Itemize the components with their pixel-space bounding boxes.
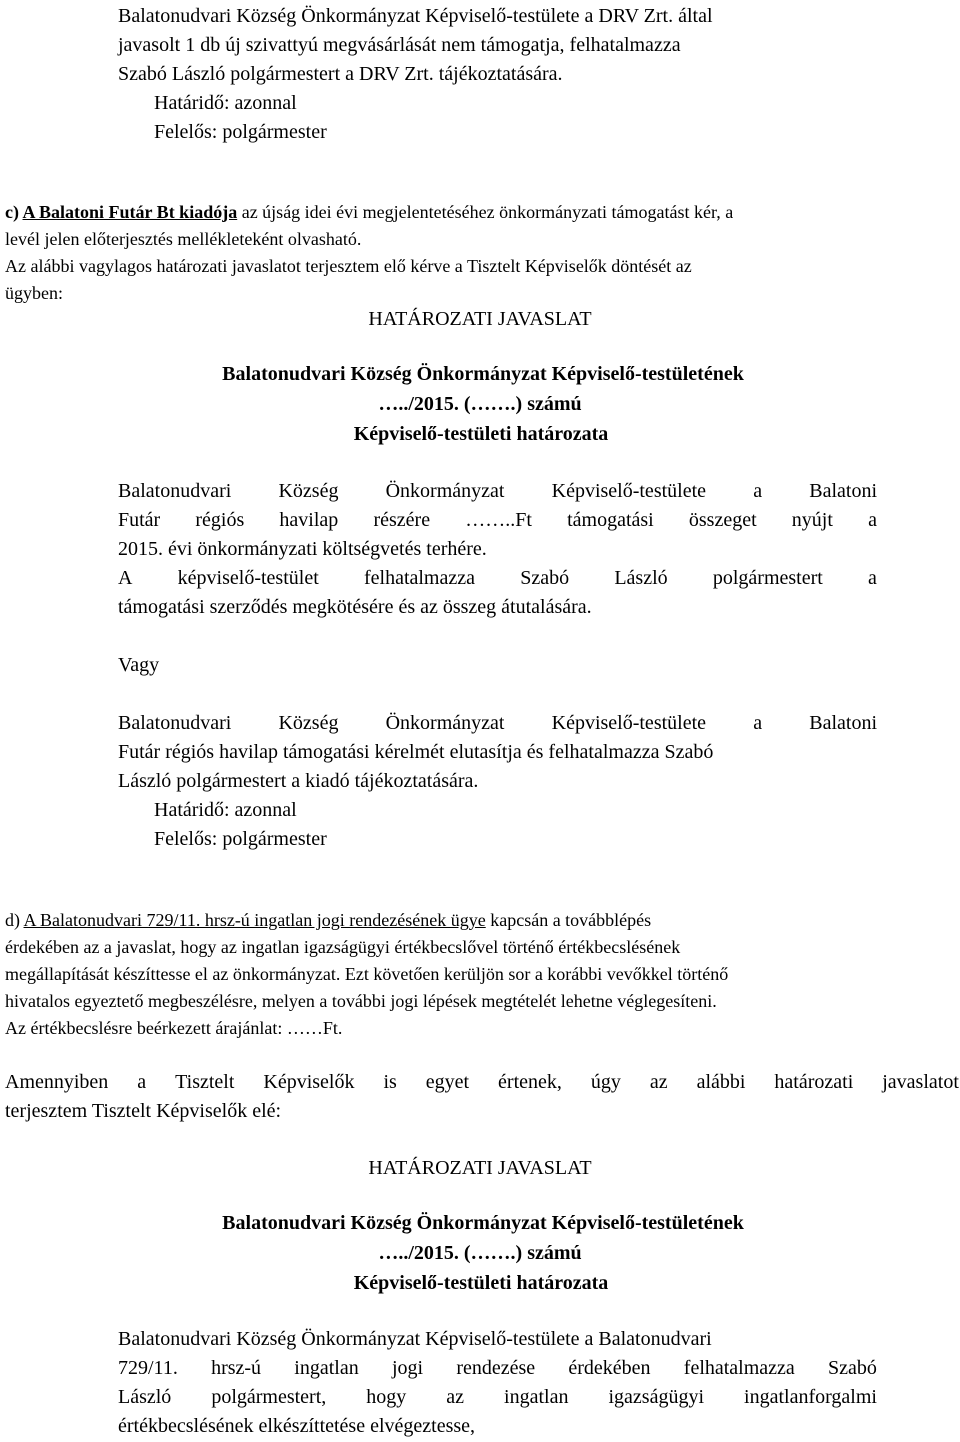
resolution-title: Balatonudvari Község Önkormányzat Képviselő-testületének	[222, 363, 744, 385]
word: a	[137, 1071, 147, 1093]
word: ingatlanforgalmi	[744, 1386, 877, 1408]
paragraph-line: Az alábbi vagylagos határozati javaslatot terjesztem elő kérve a Tisztelt Képviselők döntését az	[5, 256, 692, 276]
word: nyújt	[791, 509, 833, 531]
paragraph-line: László polgármestert a kiadó tájékoztatására.	[118, 770, 479, 792]
word: László	[614, 567, 668, 589]
word: felhatalmazza	[363, 567, 475, 589]
paragraph-line: megállapítását készíttesse el az önkormányzat. Ezt követően kerüljön sor a korábbi vevőkkel történő	[5, 964, 729, 984]
word: Balatoni	[809, 712, 877, 734]
deadline-line: Határidő: azonnal	[154, 92, 297, 114]
paragraph-line: Balatonudvari Község Önkormányzat Képviselő-testülete a DRV Zrt. által	[118, 5, 713, 27]
paragraph-line: támogatási szerződés megkötésére és az összeg átutalására.	[118, 596, 592, 618]
paragraph-line: értékbecslésének elkészíttetése elvégeztesse,	[118, 1415, 476, 1437]
word: hogy	[366, 1386, 407, 1408]
word: Község	[278, 712, 339, 734]
word: László	[118, 1386, 172, 1408]
section-d-title: A Balatonudvari 729/11. hrsz-ú ingatlan jogi rendezésének ügye	[23, 910, 486, 930]
paragraph-line: Az értékbecslésre beérkezett árajánlat: ……Ft.	[5, 1018, 343, 1038]
word: igazságügyi	[608, 1386, 705, 1408]
resolution-type: Képviselő-testületi határozata	[353, 1272, 609, 1294]
deadline-line: Határidő: azonnal	[154, 799, 297, 821]
section-d-heading-line	[5, 911, 651, 929]
justified-line	[118, 510, 877, 530]
word: Önkormányzat	[385, 712, 505, 734]
paragraph-line: Szabó László polgármestert a DRV Zrt. tájékoztatására.	[118, 63, 563, 85]
word: érdekében	[568, 1357, 651, 1379]
word: a	[868, 509, 877, 531]
word: Község	[278, 480, 339, 502]
justified-line	[118, 713, 877, 733]
word: polgármestert,	[211, 1386, 327, 1408]
word: ingatlan	[294, 1357, 359, 1379]
word: Balatonudvari	[118, 480, 232, 502]
resolution-title: Balatonudvari Község Önkormányzat Képviselő-testületének	[222, 1212, 744, 1234]
word: havilap	[279, 509, 339, 531]
word: Futár	[118, 509, 161, 531]
word: a	[868, 567, 877, 589]
justified-line	[118, 481, 877, 501]
word: összeget	[688, 509, 757, 531]
word: értenek,	[498, 1071, 562, 1093]
paragraph-line: érdekében az a javaslat, hogy az ingatlan igazságügyi értékbecslővel történő értékbecslésének	[5, 937, 681, 957]
section-d-text: kapcsán a továbblépés	[485, 910, 652, 930]
word: régiós	[195, 509, 245, 531]
word: Tisztelt	[175, 1071, 235, 1093]
word: ……..Ft	[465, 509, 532, 531]
responsible-line: Felelős: polgármester	[154, 121, 327, 143]
word: határozati	[774, 1071, 854, 1093]
word: ingatlan	[504, 1386, 569, 1408]
word: Képviselő-testülete	[551, 712, 707, 734]
word: hrsz-ú	[211, 1357, 262, 1379]
word: támogatási	[567, 509, 654, 531]
justified-line	[5, 1072, 959, 1092]
word: Önkormányzat	[385, 480, 505, 502]
word: a	[753, 712, 763, 734]
word: polgármestert	[712, 567, 823, 589]
word: Szabó	[520, 567, 570, 589]
word: Balatoni	[809, 480, 877, 502]
proposal-heading: HATÁROZATI JAVASLAT	[368, 308, 592, 330]
word: részére	[373, 509, 431, 531]
resolution-type: Képviselő-testületi határozata	[353, 423, 609, 445]
word: jogi	[391, 1357, 424, 1379]
section-c-text: az újság idei évi megjelentetéséhez önkormányzati támogatást kér, a	[237, 202, 734, 222]
section-d-prefix: d)	[5, 910, 24, 930]
resolution-number: …../2015. (…….) számú	[378, 1242, 582, 1264]
word: Szabó	[828, 1357, 877, 1379]
word: is	[383, 1071, 397, 1093]
justified-line	[118, 1387, 877, 1407]
paragraph-line: Futár régiós havilap támogatási kérelmét elutasítja és felhatalmazza Szabó	[118, 741, 714, 763]
section-c-title: A Balatoni Futár Bt kiadója	[22, 202, 238, 222]
paragraph-line: hivatalos egyeztető megbeszélésre, melyen a további jogi lépések megtételét lehetne véglegesíteni.	[5, 991, 717, 1011]
or-label: Vagy	[118, 654, 160, 676]
word: egyet	[425, 1071, 470, 1093]
responsible-line: Felelős: polgármester	[154, 828, 327, 850]
word: az	[446, 1386, 465, 1408]
section-c-prefix: c)	[5, 202, 23, 222]
paragraph-line: terjesztem Tisztelt Képviselők elé:	[5, 1100, 282, 1122]
word: úgy	[590, 1071, 621, 1093]
word: Amennyiben	[5, 1071, 109, 1093]
justified-line	[118, 568, 877, 588]
paragraph-line: Balatonudvari Község Önkormányzat Képviselő-testülete a Balatonudvari	[118, 1328, 712, 1350]
word: felhatalmazza	[683, 1357, 795, 1379]
proposal-heading: HATÁROZATI JAVASLAT	[368, 1157, 592, 1179]
paragraph-line: ügyben:	[5, 283, 63, 303]
word: a	[753, 480, 763, 502]
paragraph-line: 2015. évi önkormányzati költségvetés terhére.	[118, 538, 487, 560]
word: Balatonudvari	[118, 712, 232, 734]
word: A	[118, 567, 133, 589]
justified-line	[118, 1358, 877, 1378]
word: alábbi	[696, 1071, 746, 1093]
resolution-number: …../2015. (…….) számú	[378, 393, 582, 415]
word: rendezése	[456, 1357, 536, 1379]
word: 729/11.	[118, 1357, 178, 1379]
paragraph-line: javasolt 1 db új szivattyú megvásárlását nem támogatja, felhatalmazza	[118, 34, 681, 56]
paragraph-line: levél jelen előterjesztés mellékleteként olvasható.	[5, 229, 362, 249]
word: az	[649, 1071, 668, 1093]
section-c-heading-line	[5, 203, 733, 221]
word: Képviselők	[263, 1071, 355, 1093]
word: képviselő-testület	[177, 567, 319, 589]
word: Képviselő-testülete	[551, 480, 707, 502]
word: javaslatot	[882, 1071, 959, 1093]
